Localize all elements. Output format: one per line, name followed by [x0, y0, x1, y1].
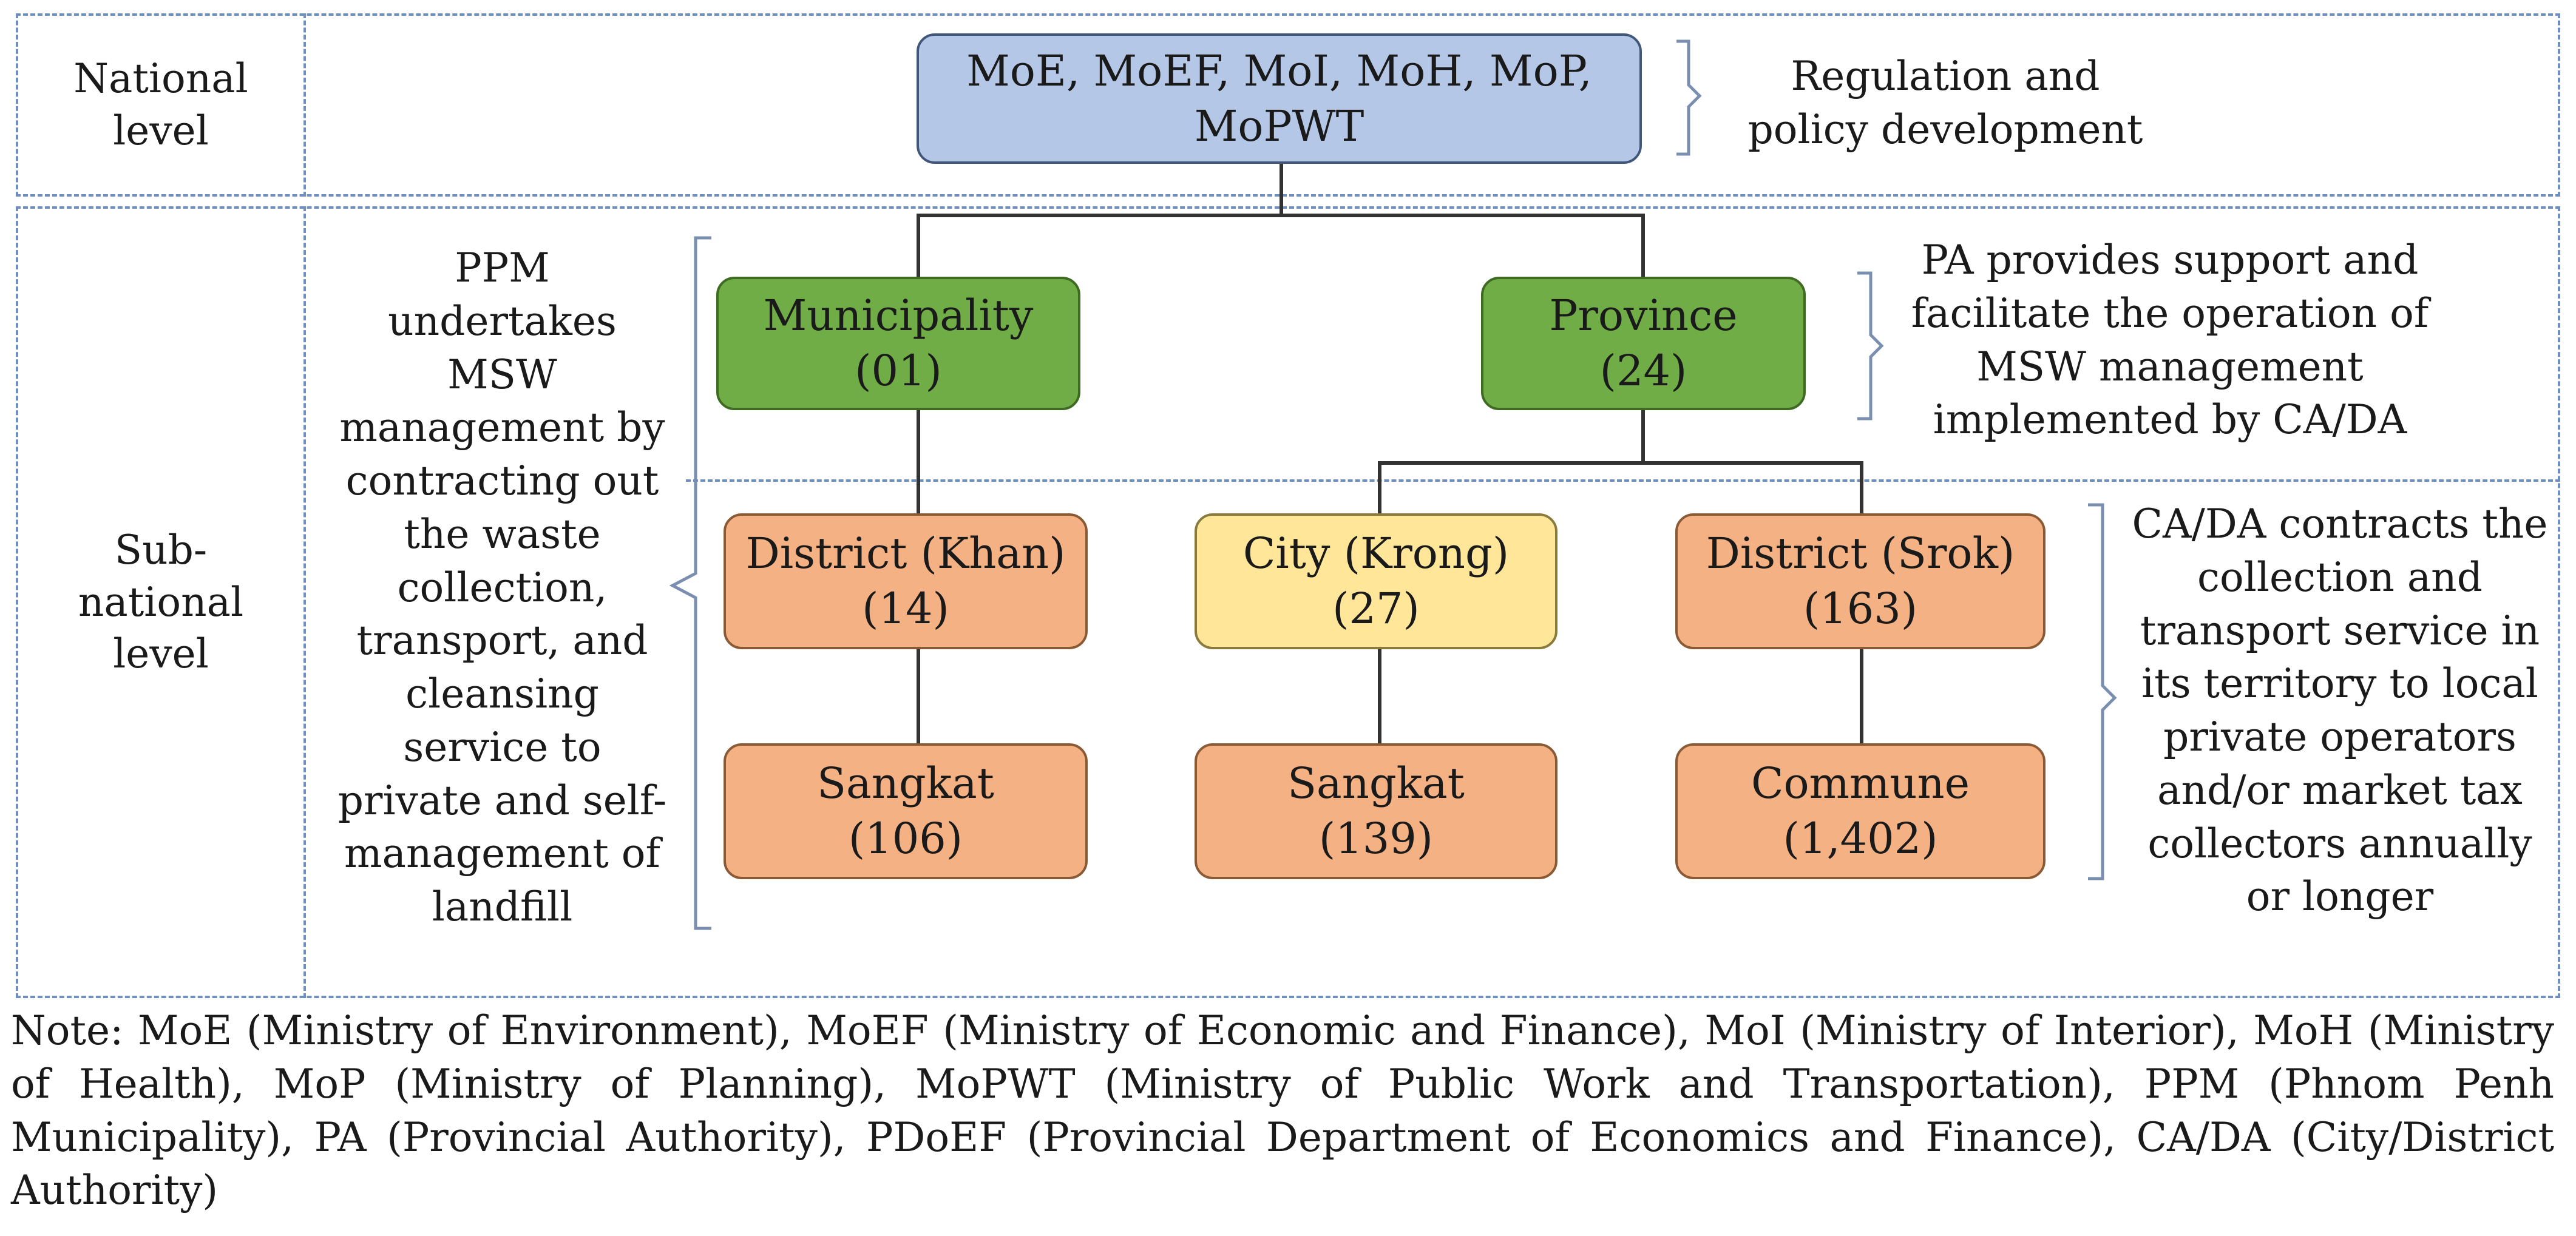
ministries-line-1: MoE, MoEF, MoI, MoH, MoP,	[966, 46, 1592, 96]
ppm-brace	[673, 238, 711, 928]
national-annotation: Regulation and policy development	[1747, 53, 2143, 153]
cada-annotation: CA/DA contracts the collection and transport service in its territory to local private operators and/or market tax collectors annually or longer	[2132, 501, 2548, 920]
district-khan-name: District (Khan)	[745, 529, 1066, 578]
figure-note: Note: MoE (Ministry of Environment), MoEF (Ministry of Economic and Finance), MoI (Ministry of Interior), MoH (Ministry of Health), MoP (Ministry of Planning), MoPWT (Ministry of Public Work and Transportation), PPM (Phnom Penh Municipality), PA (Provincial Authority), PDoEF (Provincial Department of Economics and Finance), CA/DA (City/District Authority)	[11, 1007, 2554, 1214]
commune-name: Commune	[1751, 758, 1970, 808]
district-srok-count: (163)	[1803, 584, 1918, 633]
district-khan-count: (14)	[862, 584, 949, 633]
sangkat-khan-name: Sangkat	[817, 758, 994, 808]
municipality-count: (01)	[855, 346, 942, 396]
sangkat-khan-count: (106)	[848, 814, 963, 863]
district-srok-name: District (Srok)	[1706, 529, 2015, 578]
national-brace	[1676, 41, 1700, 154]
subnational-level-text: Sub-national level	[78, 526, 244, 678]
province-name: Province	[1549, 291, 1738, 340]
national-level-text: National level	[73, 55, 248, 154]
sangkat-krong-count: (139)	[1318, 814, 1434, 863]
pa-brace	[1857, 273, 1882, 419]
ministries-line-2: MoPWT	[1194, 101, 1364, 151]
cada-brace	[2088, 505, 2115, 879]
pa-annotation: PA provides support and facilitate the operation of MSW management implemented by CA/DA	[1911, 237, 2429, 444]
city-krong-count: (27)	[1332, 584, 1420, 633]
ppm-annotation: PPM undertakes MSW management by contracting out the waste collection, transport, and cleansing service to private and self-management of landfill	[337, 245, 667, 931]
municipality-name: Municipality	[763, 291, 1034, 340]
city-krong-name: City (Krong)	[1242, 529, 1510, 578]
sangkat-krong-name: Sangkat	[1287, 758, 1465, 808]
commune-count: (1,402)	[1783, 814, 1938, 863]
province-count: (24)	[1599, 346, 1687, 396]
